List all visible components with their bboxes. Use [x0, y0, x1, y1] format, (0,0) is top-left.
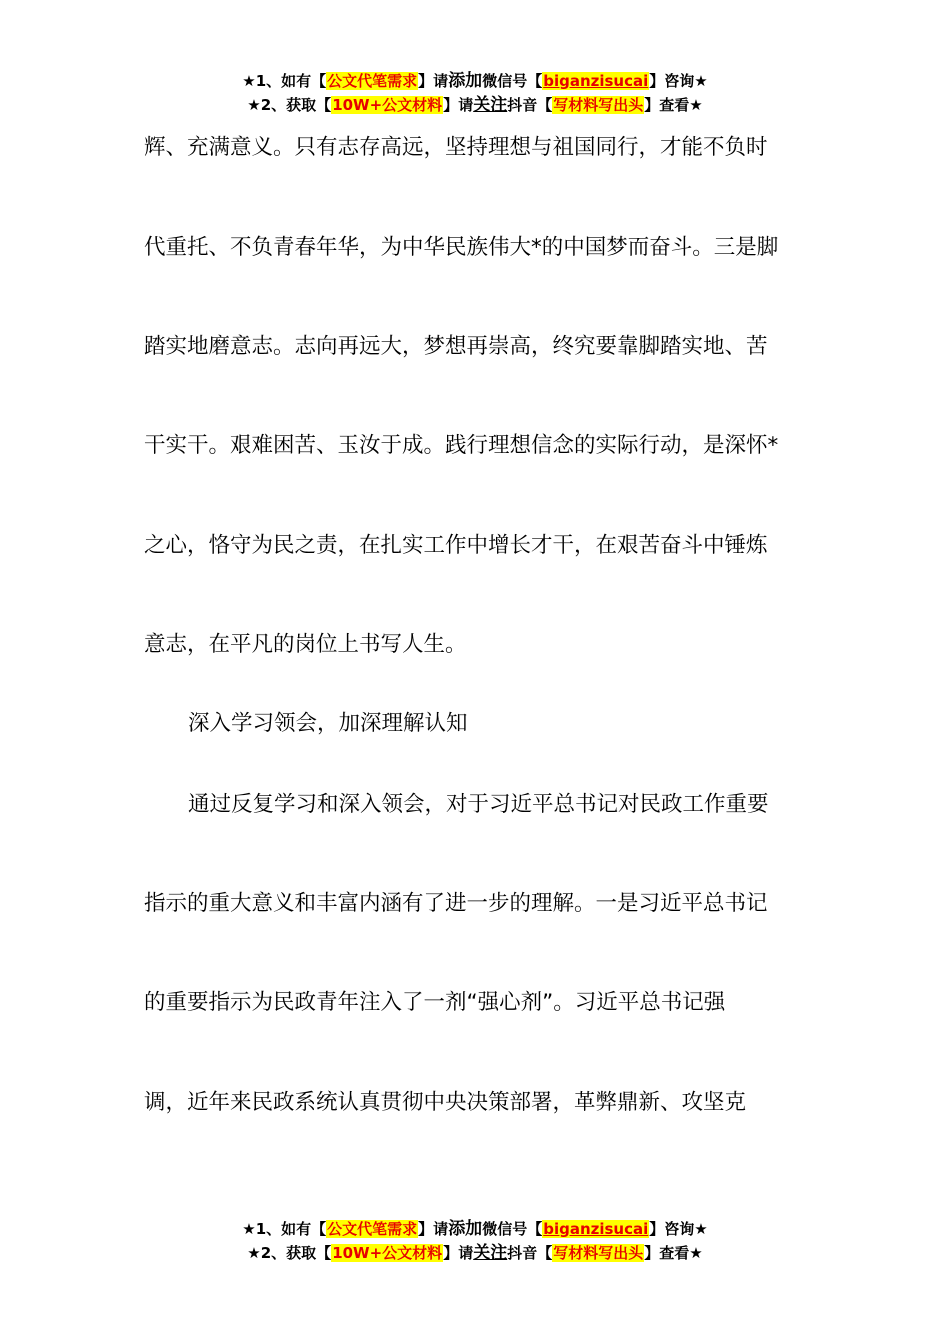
banner-text: 】请 [443, 1244, 474, 1262]
text-line: 干实干。艰难困苦、玉汝于成。践行理想信念的实际行动，是深怀* [144, 433, 779, 458]
header-banner [0, 69, 950, 117]
banner-text: 抖音【 [507, 96, 553, 114]
banner-text: 】咨询★ [649, 72, 708, 90]
banner-highlight: 10W+公文材料 [332, 1244, 443, 1262]
section-heading: 深入学习领会，加深理解认知 [188, 711, 468, 736]
banner-emphasis: 添加 [448, 71, 483, 91]
text-line: 的重要指示为民政青年注入了一剂“强心剂”。习近平总书记强 [144, 990, 726, 1015]
banner-highlight: 写材料写出头 [553, 1244, 644, 1262]
banner-text: ★1、如有【 [242, 1220, 327, 1238]
banner-text: ★2、获取【 [247, 96, 332, 114]
banner-highlight: 写材料写出头 [553, 96, 644, 114]
banner-text: 抖音【 [507, 1244, 553, 1262]
text-line: 之心，恪守为民之责，在扎实工作中增长才干，在艰苦奋斗中锤炼 [144, 533, 768, 558]
banner-text: 微信号【 [482, 72, 543, 90]
banner-text: 】请 [418, 72, 449, 90]
text-line: 代重托、不负青春年华，为中华民族伟大*的中国梦而奋斗。三是脚 [144, 235, 779, 260]
banner-text: 】查看★ [644, 1244, 703, 1262]
text-line: 意志，在平凡的岗位上书写人生。 [144, 632, 467, 657]
banner-emphasis: 添加 [448, 1219, 483, 1239]
banner-emphasis: 关注 [473, 1243, 508, 1263]
banner-emphasis: 关注 [473, 95, 508, 115]
banner-line-1 [0, 69, 950, 93]
banner-text: ★1、如有【 [242, 72, 327, 90]
banner-text: 】咨询★ [649, 1220, 708, 1238]
banner-line-2 [0, 1241, 950, 1265]
banner-highlight: 公文代笔需求 [327, 72, 418, 90]
banner-text: ★2、获取【 [247, 1244, 332, 1262]
text-line: 调，近年来民政系统认真贯彻中央决策部署，革弊鼎新、攻坚克 [144, 1090, 747, 1115]
banner-text: 】请 [443, 96, 474, 114]
banner-wechat-id: biganzisucai [543, 72, 649, 90]
banner-line-2 [0, 93, 950, 117]
text-line: 指示的重大意义和丰富内涵有了进一步的理解。一是习近平总书记 [144, 891, 768, 916]
text-line: 踏实地磨意志。志向再远大，梦想再崇高，终究要靠脚踏实地、苦 [144, 334, 768, 359]
banner-line-1 [0, 1217, 950, 1241]
footer-banner [0, 1217, 950, 1265]
banner-text: 微信号【 [482, 1220, 543, 1238]
banner-highlight: 公文代笔需求 [327, 1220, 418, 1238]
banner-text: 】查看★ [644, 96, 703, 114]
banner-text: 】请 [418, 1220, 449, 1238]
text-line: 辉、充满意义。只有志存高远，坚持理想与祖国同行，才能不负时 [144, 135, 768, 160]
banner-wechat-id: biganzisucai [543, 1220, 649, 1238]
banner-highlight: 10W+公文材料 [332, 96, 443, 114]
text-line: 通过反复学习和深入领会，对于习近平总书记对民政工作重要 [188, 792, 769, 817]
